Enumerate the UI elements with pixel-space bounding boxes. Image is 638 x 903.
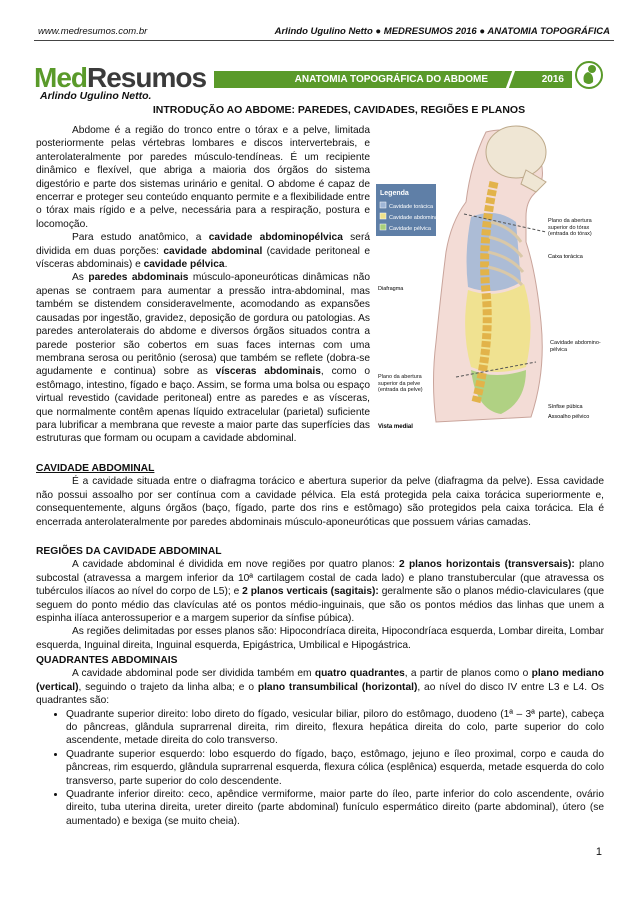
label-view: Vista medial bbox=[378, 424, 413, 430]
label-thorax-opening: Plano da abertura superior do tórax (entrada do tórax) bbox=[548, 218, 592, 237]
section-text-regioes-2: As regiões delimitadas por esses planos são: Hipocondríaca direita, Hipocondríaca esquerda, Lombar direita, Lombar esquerda, Inguinal direita, Inguinal esquerda, Epigástrica, Umbilical e Hipogástrica. bbox=[36, 626, 604, 651]
document-title: INTRODUÇÃO AO ABDOME: PAREDES, CAVIDADES, REGIÕES E PLANOS bbox=[152, 104, 526, 116]
label-pelvic-floor: Assoalho pélvico bbox=[548, 414, 590, 420]
abdominopelvic-cavity-illustration bbox=[376, 122, 604, 432]
intro-column bbox=[36, 124, 370, 446]
intro-paragraph-3: As paredes abdominais músculo-aponeuróticas dinâmicas não apenas se contraem para aumentar a pressão intra-abdominal, mas também se distendem consideravelmente, acomodando as expansões causadas por ingestão, gravidez, deposição de gordura ou patologias. As paredes anterolaterais do abdome e diversos órgãos situados contra a parede posterior são cobertos em suas faces internas com uma membrana serosa ou peritônio (serosa) que também se reflete (dobra-se agudamente e continua) sobre as vísceras abdominais, como o estômago, intestino, fígado e baço. Assim, se forma uma bolsa ou espaço virtual revestido (cavidade peritoneal) entre as paredes e as vísceras, que normalmente contêm apenas líquido extracelular (parietal) suficiente para lubrificar a membrana que reveste a maior parte das superfícies das estruturas que formam ou ocupam a cavidade abdominal. bbox=[36, 272, 370, 445]
banner-bar bbox=[214, 71, 572, 88]
label-thoracic-cage: Caixa torácica bbox=[548, 254, 583, 260]
legend-item-thoracic: Cavidade torácica bbox=[389, 204, 434, 210]
header-rule bbox=[34, 40, 614, 41]
header-running-title: Arlindo Ugulino Netto ● MEDRESUMOS 2016 ● ANATOMIA TOPOGRÁFICA bbox=[274, 26, 610, 37]
intro-paragraph-2: Para estudo anatômico, a cavidade abdominopélvica será dividida em duas porções: cavidade abdominal (cavidade peritoneal e vísceras abdominais) e cavidade pélvica. bbox=[36, 232, 370, 271]
section-title-cavidade: CAVIDADE ABDOMINAL bbox=[36, 463, 155, 474]
fetus-logo-icon bbox=[574, 58, 604, 92]
legend-item-abdominal: Cavidade abdominal bbox=[389, 215, 440, 221]
legend-swatch-pelvic bbox=[380, 224, 386, 230]
banner-title: ANATOMIA TOPOGRÁFICA DO ABDOME bbox=[294, 74, 488, 85]
label-pubic-symphysis: Sínfise púbica bbox=[548, 404, 583, 410]
legend-item-pelvic: Cavidade pélvica bbox=[389, 226, 431, 232]
intro-paragraph-1: Abdome é a região do tronco entre o tórax e a pelve, limitada posteriormente pelas vértebras lombares e discos intervertebrais, e anterolateralmente por paredes músculo-tendíneas. É um recipiente dinâmico e flexível, que abriga a maioria dos órgãos do sistema digestório e parte dos sistemas urinário e genital. O abdome é capaz de encerrar e proteger seu conteúdo enquanto permite e a flexibilidade entre o tórax mais rígido e a pelve, necessária para a respiração, postura e locomoção. bbox=[36, 125, 370, 230]
medresumos-logo bbox=[34, 64, 206, 92]
banner-year: 2016 bbox=[541, 74, 564, 85]
anatomy-figure bbox=[376, 122, 604, 432]
section-text-quadrantes: A cavidade abdominal pode ser dividida também em quatro quadrantes, a partir de planos como o plano mediano (vertical), seguindo o trajeto da linha alba; e o plano transumbilical (horizontal), ao nível do disco IV entre L3 e L4. Os quadrantes são: bbox=[36, 668, 605, 707]
author: Arlindo Ugulino Netto. bbox=[40, 90, 152, 102]
legend-swatch-thoracic bbox=[380, 202, 386, 208]
legend-title: Legenda bbox=[380, 190, 409, 197]
legend-swatch-abdominal bbox=[380, 213, 386, 219]
list-item: • Quadrante inferior direito: ceco, apêndice vermiforme, maior parte do íleo, parte inferior do colo ascendente, ovário direito, tuba uterina direita, ureter direito (parte abdominal) funículo espermático direito (parte abdominal), útero (se aumentado) e bexiga (se muito cheia). bbox=[66, 788, 604, 828]
section-text-regioes-1: A cavidade abdominal é dividida em nove regiões por quatro planos: 2 planos horizontais (transversais): plano subcostal (atravessa a margem inferior da 10ª cartilagem costal de cada lado) e plano transtubercular (que atravessa os tubérculos ilíacos ao nível do corpo de L5); e 2 planos verticais (sagitais): geralmente são o planos médio-claviculares (que seguem do ponto médio das clavículas até os pontos médio-inguinais, que são os pontos médios das linhas que unem a espinha ilíaca anterossuperior e a margem superior da sínfise púbica). bbox=[36, 559, 605, 625]
label-pelvic-opening: Plano da abertura superior da pelve (entrada da pelve) bbox=[378, 374, 423, 393]
banner-separator bbox=[505, 69, 516, 90]
logo-resumos: Resumos bbox=[87, 62, 207, 93]
banner bbox=[34, 64, 604, 92]
list-item: • Quadrante superior esquerdo: lobo esquerdo do fígado, baço, estômago, jejuno e íleo proximal, corpo e cauda do pâncreas, rim esquerdo, glândula suprarrenal esquerda, flexura cólica (esplênica) esquerda, metade esquerda do colo transverso, parte superior do colo descendente. bbox=[66, 748, 604, 788]
section-title-quadrantes: QUADRANTES ABDOMINAIS bbox=[36, 655, 178, 666]
header-url[interactable]: www.medresumos.com.br bbox=[38, 26, 148, 37]
section-quadrantes bbox=[36, 654, 604, 828]
logo-med: Med bbox=[34, 62, 87, 93]
quadrant-list bbox=[36, 708, 604, 829]
list-item: • Quadrante superior direito: lobo direto do fígado, vesicular biliar, piloro do estômago, duodeno (1ª – 3ª parte), cabeça do pâncreas, glândula suprarrenal direita, rim direito, flexura hepática direita do colo, parte superior do colo ascendente, metade direita do colo transverso. bbox=[66, 708, 604, 748]
label-abdominopelvic: Cavidade abdomino-pélvica bbox=[550, 340, 601, 353]
section-text-cavidade: É a cavidade situada entre o diafragma torácico e abertura superior da pelve (diafragma da pelve). Essa cavidade não possui assoalho por ser contínua com a cavidade pélvica. Ela está protegida pela caixa torácica superiormente e, consequentemente, alguns órgãos (baço, fígado, parte dos rins e estômago) são protegidos pela caixa torácica. Ela é encerrada anterolateralmente por paredes abdominais músculo-aponeuróticas que possuem várias camadas. bbox=[36, 476, 604, 528]
section-title-regioes: REGIÕES DA CAVIDADE ABDOMINAL bbox=[36, 546, 222, 557]
section-regioes bbox=[36, 545, 604, 652]
label-diaphragm: Diafragma bbox=[378, 286, 404, 292]
page-number: 1 bbox=[595, 846, 602, 858]
section-cavidade-abdominal bbox=[36, 462, 604, 529]
